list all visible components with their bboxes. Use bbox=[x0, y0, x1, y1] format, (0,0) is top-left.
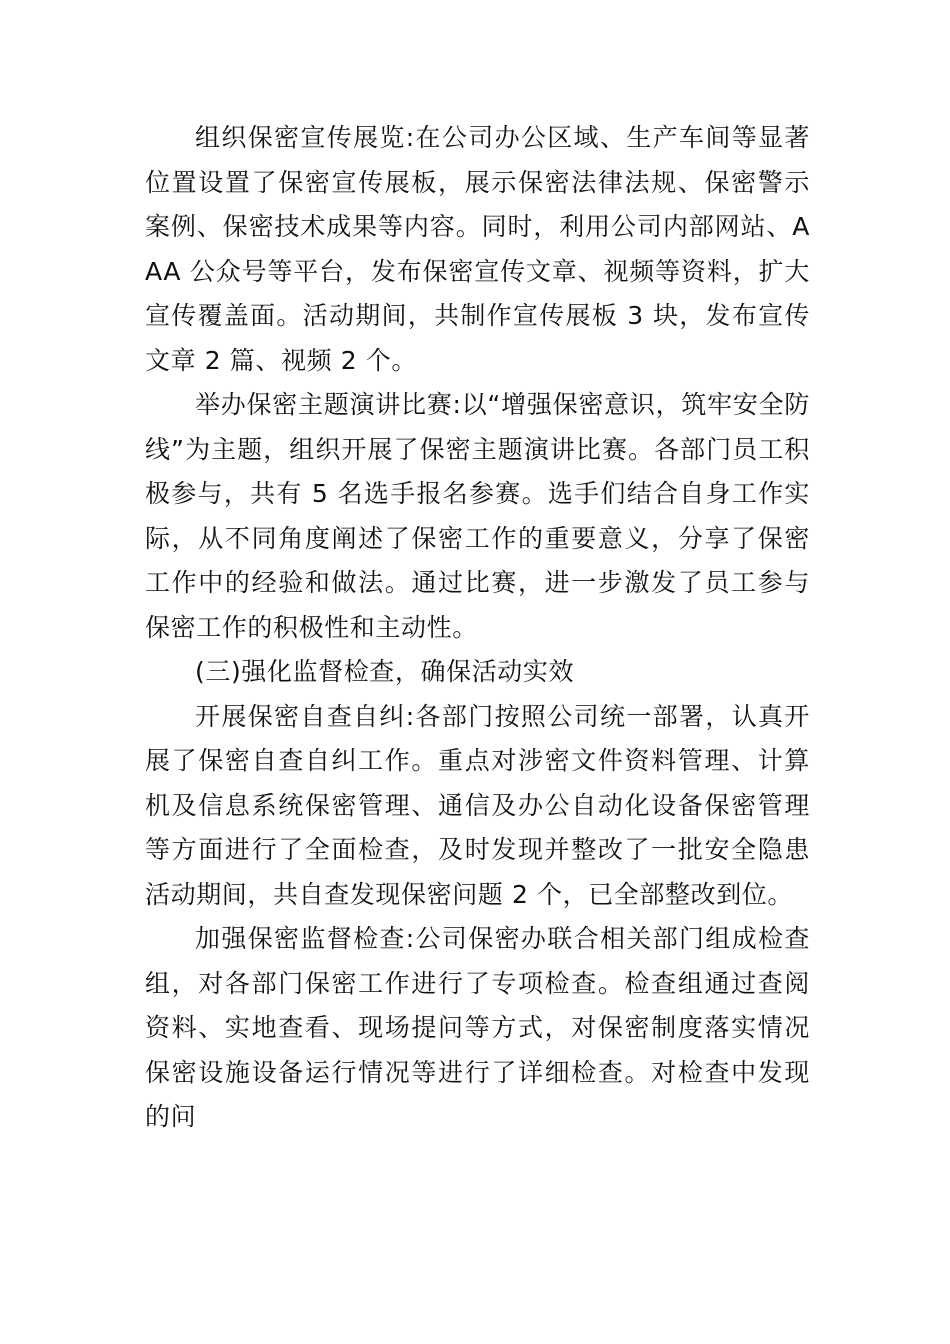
paragraph-publicity-exhibition: 组织保密宣传展览:在公司办公区域、生产车间等显著位置设置了保密宣传展板，展示保密法律法规、保密警示案例、保密技术成果等内容。同时，利用公司内部网站、AAA 公众号等平台，发布保密宣传文章、视频等资料，扩大宣传覆盖面。活动期间，共制作宣传展板 3 块，发布宣传文章 2 篇、视频 2 个。 bbox=[145, 123, 810, 375]
paragraph-supervision-inspection: 加强保密监督检查:公司保密办联合相关部门组成检查组，对各部门保密工作进行了专项检查。检查组通过查阅资料、实地查看、现场提问等方式，对保密制度落实情况保密设施设备运行情况等进行了详细检查。对检查中发现的问 bbox=[145, 924, 810, 1131]
document-body bbox=[145, 116, 810, 1140]
paragraph-speech-contest: 举办保密主题演讲比赛:以“增强保密意识，筑牢安全防线”为主题，组织开展了保密主题演讲比赛。各部门员工积极参与，共有 5 名选手报名参赛。选手们结合自身工作实际，从不同角度阐述了保密工作的重要意义，分享了保密工作中的经验和做法。通过比赛，进一步激发了员工参与保密工作的积极性和主动性。 bbox=[145, 390, 810, 642]
section-heading-supervision: (三)强化监督检查，确保活动实效 bbox=[195, 657, 575, 686]
paragraph-self-inspection: 开展保密自查自纠:各部门按照公司统一部署，认真开展了保密自查自纠工作。重点对涉密文件资料管理、计算机及信息系统保密管理、通信及办公自动化设备保密管理等方面进行了全面检查，及时发现并整改了一批安全隐患活动期间，共自查发现保密问题 2 个，已全部整改到位。 bbox=[145, 701, 810, 909]
